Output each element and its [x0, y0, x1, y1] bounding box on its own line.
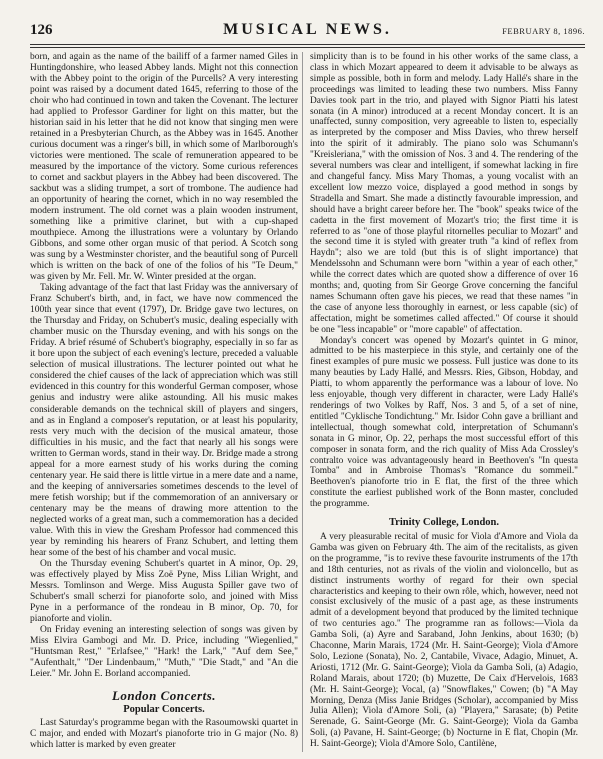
issue-date: FEBRUARY 8, 1896.: [502, 26, 585, 36]
article-paragraph: Last Saturday's programme began with the Rasoumowski quartet in C major, and ended with Mozart's pianoforte trio in G major (No. 8) which latter is marked by even greater: [30, 717, 298, 750]
header-rule: [30, 44, 585, 45]
page-header: [30, 20, 585, 42]
subsection-title-popular-concerts: Popular Concerts.: [123, 703, 205, 715]
column-divider: [302, 52, 303, 752]
article-paragraph: On Friday evening an interesting selection of songs was given by Miss Elvira Gambogi and Mr. D. Price, including "Wiegenlied," "Huntsman Rest," "Erlafsee," "Hark! the Lark," "Auf dem See," "Aufenthalt," "Der Lindenbaum," "Muth," "Die Stadt," and "An die Leier." Mr. John E. Borland accompanied.: [30, 624, 298, 679]
section-title-london-concerts: London Concerts.: [111, 687, 217, 703]
article-paragraph: Taking advantage of the fact that last Friday was the anniversary of Franz Schubert's birth, and, in fact, we have now commenced the 100th year since that event (1797), Dr. Bridge gave two lectures, on the Thursday and Friday, on Schubert's music, dealing especially with chamber music on the Thursday evening, and with his songs on the Friday. A brief résumé of Schubert's biography, especially in so far as it bore upon the subject of each evening's lecture, preceded a valuable selection of musical illustrations. The lecturer pointed out what he considered the chief causes of the lack of appreciation which was still evidenced in this country for this wonderful German composer, whose genius and industry were alike astounding. All his music makes considerable demands on the technical skill of players and singers, and as in England a composer's reputation, or at least his popularity, rests very much with the decision of the musical amateur, those difficulties in his music, and the fact that nearly all his songs were written to German words, stand in their way. Dr. Bridge made a strong appeal for a more earnest study of his works during the coming centenary year. He said there is little virtue in a mere date and a name, and the keeping of anniversaries sometimes descends to the level of mere fetish worship; but if the commemoration of an anniversary or centenary may be the means of drawing more attention to the neglected works of a great man, such a commemoration has a decided value. With this in view the Gresham Professor had commenced this year by reminding his hearers of Franz Schubert, and letting them hear some of the best of his chamber and vocal music.: [30, 283, 298, 558]
header-rule-secondary: [30, 47, 585, 48]
masthead: MUSICAL NEWS.: [223, 21, 392, 38]
article-paragraph: born, and again as the name of the bailiff of a farmer named Giles in Huntingdonshire, who leased Abbey lands. Might not this connection with the Abbey point to the origin of the Purcells? A very interesting point was raised by a document dated 1645, referring to those of the choir who had continued in town and taken the Covenant. The lecturer had applied to Professor Gardiner for light on this matter, but the historian said in his letter that he did not know that singing men were retained in a Presbyterian Church, as the Abbey was in 1645. Another curious document was a ringer's bill, in which some of Marlborough's victories were mentioned. The scale of remuneration appeared to be measured by the importance of the victory. Some curious references to cornet and sackbut players in the Abbey had been discovered. The sackbut was a sliding trumpet, a sort of trombone. The audience had an opportunity of hearing the cornet, which in no way resembled the modern instrument. The old cornet was a plain wooden instrument, something like a primitive clarinet, but with a cup-shaped mouthpiece. Among the illustrations were a voluntary by Orlando Gibbons, and some other organ music of that period. A Scotch song was sung by a Westminster chorister, and the beautiful song of Purcell which is written on the back of one of the folios of his "Te Deum," was given by Mr. Fell. Mr. W. Winter presided at the organ.: [30, 52, 298, 283]
section-title-trinity-college: Trinity College, London.: [388, 517, 500, 529]
article-paragraph: A very pleasurable recital of music for Viola d'Amore and Viola da Gamba was given on February 4th. The aim of the recitalists, as given on the programme, "is to revive these favourite instruments of the 17th and 18th centuries, not as rivals of the violin and violoncello, but as distinct instruments worthy of regard for their own special characteristics and keeping to their own rôle, which, however, need not consist exclusively of the music of a past age, as these instruments admit of a development beyond that produced by the limited technique of two centuries ago." The programme ran as follows:—Viola da Gamba Soli, (a) Ayre and Saraband, John Jenkins, about 1630; (b) Chaconne, Marin Marais, 1724 (Mr. H. Saint-George); Viola d'Amore Solo, Lezione (Sonata), No. 2, Cantabile, Vivace, Adagio, Minuet, A. Ariosti, 1712 (Mr. G. Saint-George); Viola da Gamba Soli, (a) Adagio, Roland Marais, about 1720; (b) Muzette, De Caix d'Hervelois, 1683 (Mr. H. Saint-George); Vocal, (a) "Snowflakes," Cowen; (b) "A May Morning, Denza (Miss Janie Bridges (Scholar), accompanied by Miss Julia Allen); Viola d'Amore Soli, (a) "Playera," Sarasate; (b) Petite Serenade, G. Saint-George (Mr. G. Saint-George); Viola da Gamba Soli, (a) Pavane, H. Saint-George; (b) Nocturne in E flat, Chopin (Mr. H. Saint-George); Viola d'Amore Solo, Cantilène,: [310, 531, 578, 750]
article-paragraph: simplicity than is to be found in his other works of the same class, a class in which Mozart appeared to deem it advisable to be always as simple as possible, both in form and melody. Lady Hallé's share in the proceedings was limited to leading these two numbers. Miss Fanny Davies took part in the trio, and played with Signor Piatti his latest sonata (in A minor) introduced at a recent Monday concert. It is an unaffected, sunny composition, very agreeable to listen to, especially as interpreted by the composer and Miss Davies, who threw herself into the spirit of it admirably. The piano solo was Schumann's "Kreisleriana," with the omission of Nos. 3 and 4. The rendering of the several numbers was clear and intelligent, if somewhat lacking in fire and changeful fancy. Miss Mary Thomas, a young vocalist with an excellent low mezzo voice, displayed a good method in songs by Stradella and Smart. She made a distinctly favourable impression, and should have a bright career before her. The "book" speaks twice of the cadetta in the first movement of Mozart's trio; the first time it is referred to as "one of those playful ritornelles peculiar to Mozart" and the second time it is styled with greater truth "a kind of reflex from Haydn"; also we are told (but this is of slight importance) that Mendelssohn and Schumann were born "within a year of each other," while the correct dates which are quoted show a difference of over 16 months; and, quoting from Sir George Grove concerning the fanciful names Schumann often gave his pieces, we read that these names "in the case of anyone less thoroughly in earnest, or less capable (sic) of affectation, might be sometimes called affected." Of course it should be one "less incapable" or "more capable" of affectation.: [310, 52, 578, 335]
right-column: [310, 52, 578, 752]
page-number: 126: [30, 22, 53, 38]
article-paragraph: On the Thursday evening Schubert's quartet in A minor, Op. 29, was effectively played by Miss Zoë Pyne, Miss Lilian Wright, and Messrs. Tomlinson and Werge. Miss Augusta Spiller gave two of Schubert's small scherzi for pianoforte solo, and joined with Miss Pyne in a performance of the rondeau in B minor, Op. 70, for pianoforte and violin.: [30, 558, 298, 624]
left-column: [30, 52, 298, 752]
article-paragraph: Monday's concert was opened by Mozart's quintet in G minor, admitted to be his masterpiece in this style, and certainly one of the finest examples of pure music we possess. Full justice was done to its many beauties by Lady Hallé, and Messrs. Ries, Gibson, Hobday, and Piatti, to whom apparently the performance was a labour of love. No less enjoyable, though very different in character, were Lady Hallé's renderings of two Volkes by Raff, Nos. 3 and 5, of a set of nine, entitled "Cyklische Tondichtung." Mr. Isidor Cohn gave a brilliant and intellectual, though somewhat cold, interpretation of Schumann's sonata in G minor, Op. 22, perhaps the most successful effort of this composer in sonata form, and the rich quality of Miss Ada Crossley's contralto voice was advantageously heard in Beethoven's "In questa Tomba" and in Ambroise Thomas's "Romance du sommeil." Beethoven's pianoforte trio in E flat, the first of the three which constitute the earliest published work of the Bonn master, concluded the programme.: [310, 335, 578, 510]
